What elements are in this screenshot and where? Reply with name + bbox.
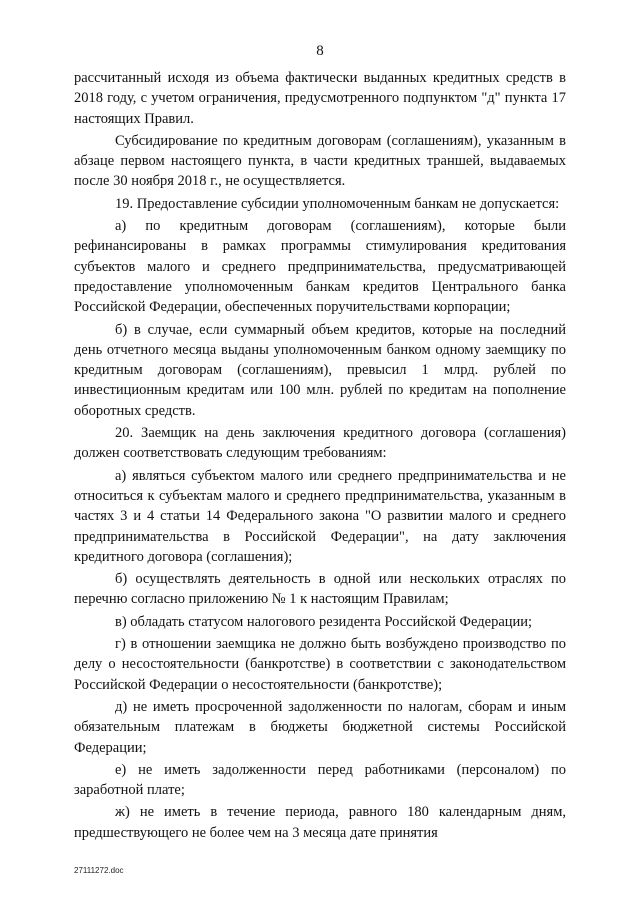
document-body xyxy=(74,68,566,845)
paragraph-subsidy-note: Субсидирование по кредитным договорам (соглашениям), указанным в абзаце первом настоящего пункта, в части кредитных траншей, выдаваемых после 30 ноября 2018 г., не осуществляется. xyxy=(74,132,566,190)
paragraph-20v: в) обладать статусом налогового резидента Российской Федерации; xyxy=(115,613,533,630)
paragraph-20d: д) не иметь просроченной задолженности по налогам, сборам и иным обязательным платежам в бюджеты бюджетной системы Российской Федерации; xyxy=(74,698,566,756)
paragraph-continuation: рассчитанный исходя из объема фактически выданных кредитных средств в 2018 году, с учетом ограничения, предусмотренного подпунктом "д" пункта 17 настоящих Правил. xyxy=(74,70,566,127)
page-number: 8 xyxy=(316,43,324,59)
paragraph-19a: а) по кредитным договорам (соглашениям), которые были рефинансированы в рамках программы стимулирования кредитования субъектов малого и среднего предпринимательства, предусматривающей предоставление уполномоченным банкам кредитов Центрального банка Российской Федерации, обеспеченных поручительствами корпорации; xyxy=(74,218,566,316)
paragraph-20a: а) являться субъектом малого или среднего предпринимательства и не относиться к субъектам малого и среднего предпринимательства, указанным в частях 3 и 4 статьи 14 Федерального закона "О развитии малого и среднего предпринимательства в Российской Федерации", на дату заключения кредитного договора (соглашения); xyxy=(74,467,566,565)
paragraph-clause-19: 19. Предоставление субсидии уполномоченным банкам не допускается: xyxy=(115,195,560,212)
paragraph-clause-20: 20. Заемщик на день заключения кредитного договора (соглашения) должен соответствовать следующим требованиям: xyxy=(74,425,566,462)
paragraph-20zh: ж) не иметь в течение периода, равного 180 календарным дням, предшествующего не более чем на 3 месяца дате принятия xyxy=(74,804,566,841)
paragraph-20b: б) осуществлять деятельность в одной или нескольких отраслях по перечню согласно приложению № 1 к настоящим Правилам; xyxy=(74,571,566,608)
paragraph-20g: г) в отношении заемщика не должно быть возбуждено производство по делу о несостоятельности (банкротстве) в соответствии с законодательством Российской Федерации о несостоятельности (банкротстве); xyxy=(74,636,566,693)
footer-file-code: 27111272.doc xyxy=(74,866,124,875)
paragraph-19b: б) в случае, если суммарный объем кредитов, которые на последний день отчетного месяца выданы уполномоченным банком одному заемщику по кредитным договорам (соглашениям), превысил 1 млрд. рублей по инвестиционным кредитам или 100 млн. рублей по кредитам на пополнение оборотных средств. xyxy=(74,321,566,419)
paragraph-20e: е) не иметь задолженности перед работниками (персоналом) по заработной плате; xyxy=(74,761,566,799)
